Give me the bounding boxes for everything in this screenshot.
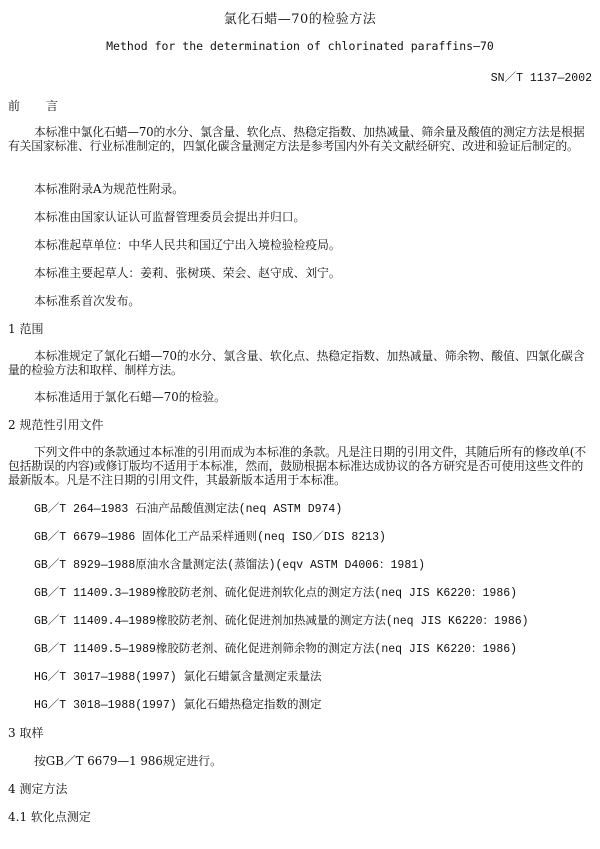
reference-item: GB／T 11409.3—1989橡胶防老剂、硫化促进剂软化点的测定方法(neq JIS K6220：1986) xyxy=(34,587,518,600)
section-1-applicability: 本标准适用于氯化石蜡—70的检验。 xyxy=(34,390,226,404)
reference-item: GB／T 6679—1986 固体化工产品采样通则(neq ISO／DIS 8213) xyxy=(34,531,386,544)
section-2-heading: 2 规范性引用文件 xyxy=(8,418,104,432)
reference-item: HG／T 3017—1988(1997) 氯化石蜡氯含量测定汞量法 xyxy=(34,671,322,684)
section-2-paragraph: 下列文件中的条款通过本标准的引用而成为本标准的条款。凡是注日期的引用文件，其随后所有的修改单(不包括勘误的内容)或修订版均不适用于本标准，然而，鼓励根据本标准达成协议的各方研究是否可使用这些文件的最新版本。凡是不注日期的引用文件，其最新版本适用于本标准。 xyxy=(8,445,586,487)
first-release: 本标准系首次发布。 xyxy=(34,294,141,308)
foreword-heading: 前言 xyxy=(8,99,85,113)
reference-item: GB／T 264—1983 石油产品酸值测定法(neq ASTM D974) xyxy=(34,503,343,516)
document-title-cn: 氯化石蜡—70的检验方法 xyxy=(223,12,377,27)
section-3-heading: 3 取样 xyxy=(8,726,44,740)
reference-item: HG／T 3018—1988(1997) 氯化石蜡热稳定指数的测定 xyxy=(34,699,322,712)
foreword-paragraph: 本标准中氯化石蜡—70的水分、氯含量、软化点、热稳定指数、加热减量、筛余量及酸值的测定方法是根据有关国家标准、行业标准制定的，四氯化碳含量测定方法是参考国内外有关文献经研究、改进和验证后制定的。 xyxy=(8,125,585,153)
section-1-heading: 1 范围 xyxy=(8,322,44,336)
standard-code: SN／T 1137—2002 xyxy=(490,72,592,85)
section-4-heading: 4 测定方法 xyxy=(8,782,68,796)
reference-item: GB／T 11409.4—1989橡胶防老剂、硫化促进剂加热减量的测定方法(neq JIS K6220：1986) xyxy=(34,615,529,628)
section-4-1-heading: 4.1 软化点测定 xyxy=(8,810,91,824)
section-3-text: 按GB／T 6679—1 986规定进行。 xyxy=(34,754,222,768)
appendix-note: 本标准附录A为规范性附录。 xyxy=(34,182,185,196)
drafting-unit: 本标准起草单位：中华人民共和国辽宁出入境检验检疫局。 xyxy=(34,238,341,252)
proposed-by: 本标准由国家认证认可监督管理委员会提出并归口。 xyxy=(34,210,306,224)
reference-item: GB／T 8929—1988原油水含量测定法(蒸馏法)(eqv ASTM D4006：1981) xyxy=(34,559,426,572)
reference-item: GB／T 11409.5—1989橡胶防老剂、硫化促进剂筛余物的测定方法(neq JIS K6220：1986) xyxy=(34,643,518,656)
section-1-paragraph: 本标准规定了氯化石蜡—70的水分、氯含量、软化点、热稳定指数、加热减量、筛余物、酸值、四氯化碳含量的检验方法和取样、制样方法。 xyxy=(8,349,585,377)
document-title-en: Method for the determination of chlorinated paraffins—70 xyxy=(106,39,494,53)
drafters: 本标准主要起草人：姜莉、张树瑛、荣会、赵守成、刘宁。 xyxy=(34,266,341,280)
